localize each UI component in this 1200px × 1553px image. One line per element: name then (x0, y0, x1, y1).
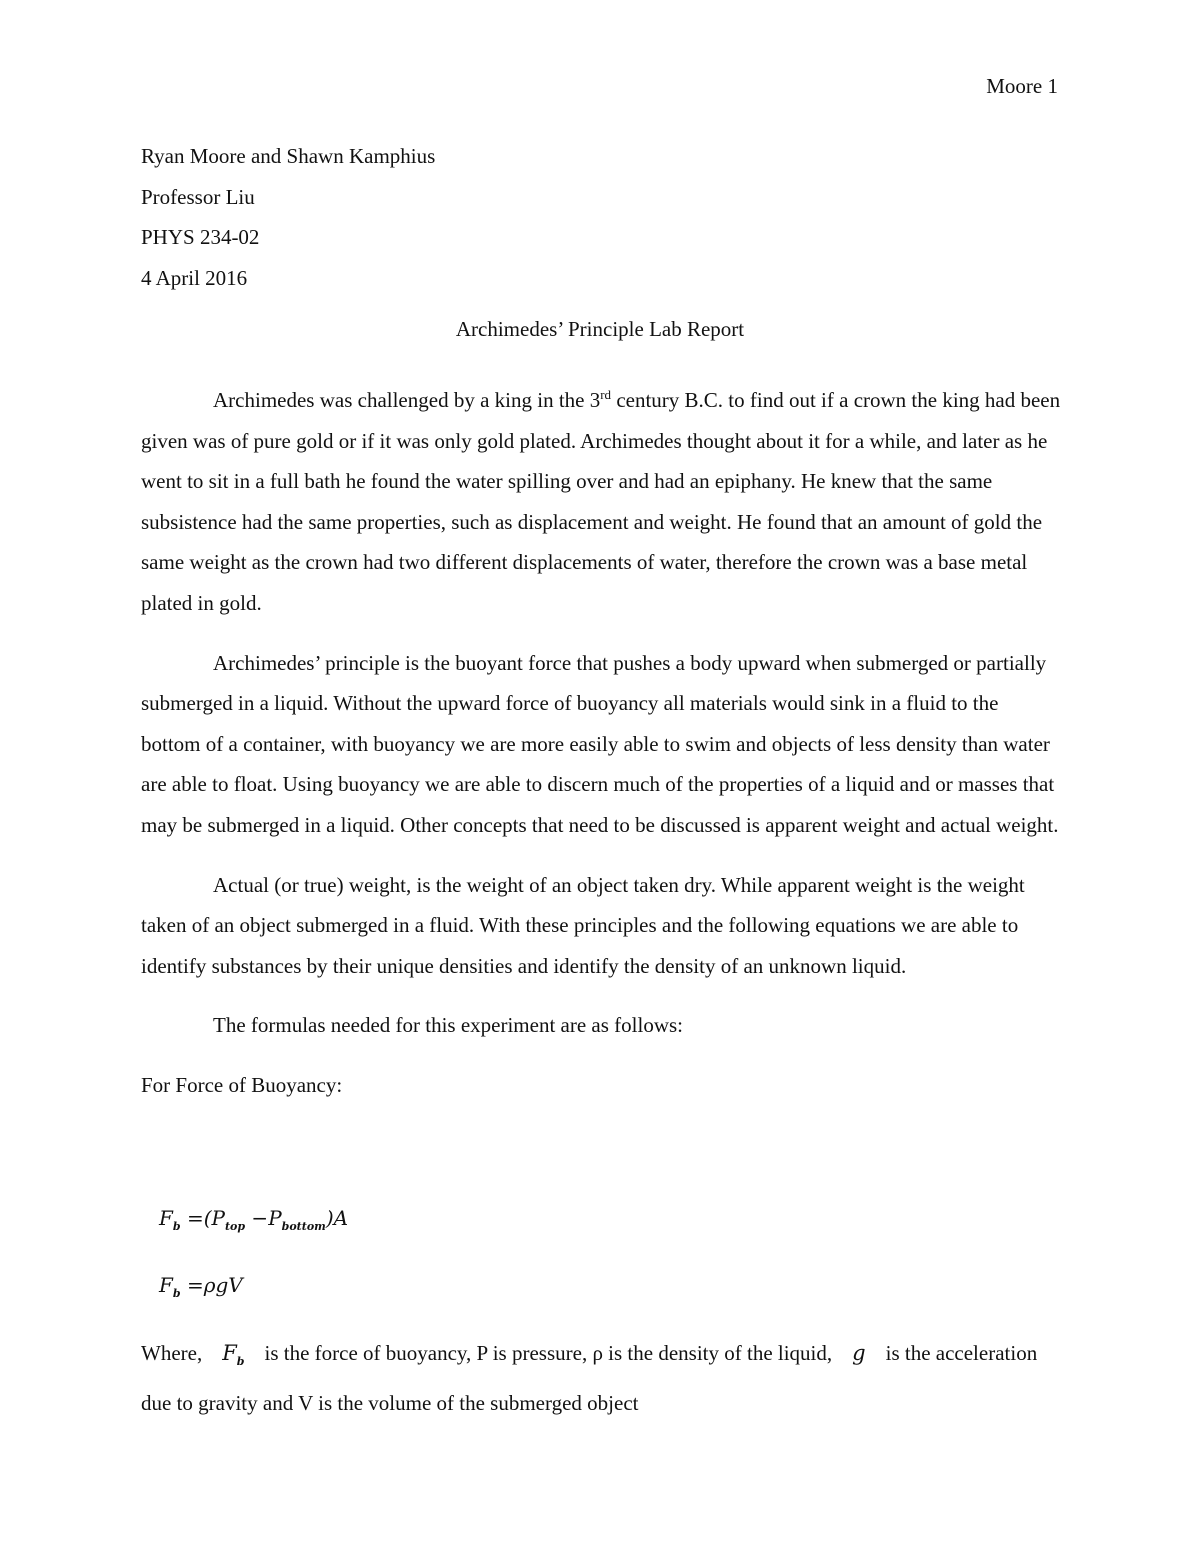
paragraph-history-text-a: Archimedes was challenged by a king in the 3 (213, 388, 601, 412)
paragraph-history-text-b: century B.C. to find out if a crown the king had been given was of pure gold or if it was only gold plated. Archimedes thought about it for a while, and later as he went to sit in a full bath he found the water spilling over and had an epiphany. He knew that the same subsistence had the same properties, such as displacement and weight. He found that an amount of gold the same weight as the crown had two different displacements of water, therefore the crown was a base metal plated in gold. (141, 388, 1061, 615)
paragraph-history (141, 375, 1061, 624)
variable-definitions: Where, $F_b$ is the force of buoyancy, P is pressure, ρ is the density of the liquid, g is the acceleration due to gravity and V is the volume of the submerged object (141, 1341, 1038, 1415)
formula-rho-g-v: $F_b =\rho gV$ (159, 1273, 243, 1300)
formula-block (141, 1200, 348, 1312)
authors-line: Ryan Moore and Shawn Kamphius (141, 144, 436, 168)
report-title: Archimedes’ Principle Lab Report (455, 317, 745, 341)
date-line: 4 April 2016 (141, 265, 248, 290)
mla-heading (141, 144, 435, 306)
ordinal-suffix: rd (600, 387, 612, 402)
paragraph-weight: Actual (or true) weight, is the weight of an object taken dry. While apparent weight is the weight taken of an object submerged in a fluid. With these principles and the following equations we are able to identify substances by their unique densities and identify the density of an unknown liquid. (141, 872, 1025, 978)
paragraph-principle: Archimedes’ principle is the buoyant force that pushes a body upward when submerged or partially submerged in a liquid. Without the upward force of buoyancy all materials would sink in a fluid to the bottom of a container, with buoyancy we are more easily able to swim and objects of less density than water are able to float. Using buoyancy we are able to discern much of the properties of a liquid and or masses that may be submerged in a liquid. Other concepts that need to be discussed is apparent weight and actual weight. (141, 650, 1059, 837)
paragraph-formulas-intro: The formulas needed for this experiment are as follows: (213, 1013, 684, 1038)
formula-pressure-difference: $F_b =(P_{top} -P_{bottom})A$ (159, 1206, 349, 1233)
professor-line: Professor Liu (141, 184, 255, 209)
inline-fb-symbol: $F_b$ (222, 1341, 245, 1369)
page-header-label: Moore 1 (986, 74, 1058, 98)
course-line: PHYS 234-02 (141, 225, 260, 250)
report-body (141, 375, 1061, 1106)
inline-g-symbol: g (852, 1341, 866, 1365)
buoyancy-label: For Force of Buoyancy: (141, 1072, 343, 1097)
